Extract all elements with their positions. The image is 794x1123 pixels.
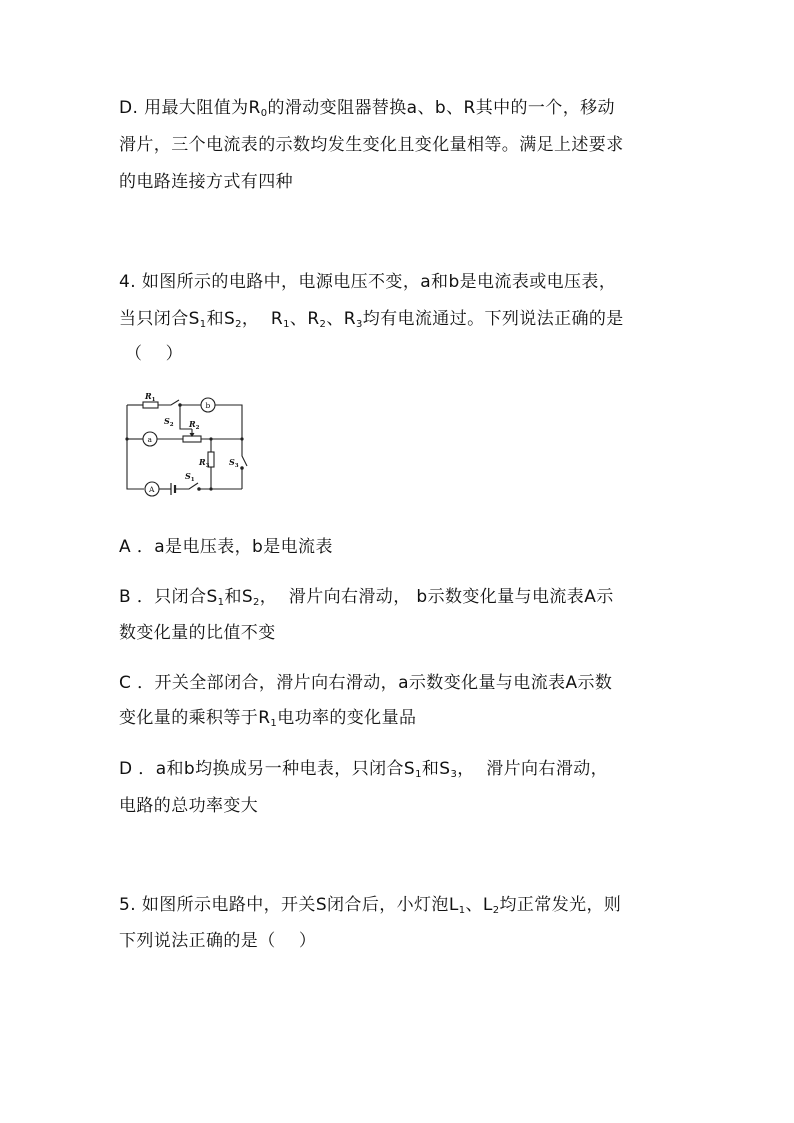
q4-option-c-line-1: C ．开关全部闭合，滑片向右滑动，a示数变化量与电流表A示数	[119, 673, 613, 693]
text: D ．a和b均换成另一种电表，只闭合S	[119, 759, 416, 779]
subscript: 0	[260, 108, 268, 119]
text: 、L	[465, 895, 493, 915]
r2-label: $R_2$	[189, 419, 200, 431]
text: 变化量的乘积等于R	[119, 708, 271, 728]
text: 当只闭合S	[119, 309, 200, 329]
subscript: 1	[270, 718, 278, 729]
q3-option-d-line-3: 的电路连接方式有四种	[119, 172, 293, 192]
subscript: 1	[283, 319, 290, 330]
s2-label: $S_2$	[164, 416, 174, 428]
q4-answer-blank: （ ）	[125, 344, 184, 364]
q4-stem-line-1: 4. 如图所示的电路中，电源电压不变，a和b是电流表或电压表，	[119, 272, 617, 292]
q4-option-c-line-2	[119, 706, 416, 730]
q4-option-b-line-2: 数变化量的比值不变	[119, 623, 276, 643]
subscript: 2	[235, 319, 242, 330]
q3-option-d-line-1	[119, 96, 615, 120]
s1-label: $S_1$	[185, 471, 195, 483]
subscript: 1	[458, 905, 466, 916]
text: 的滑动变阻器替换a、b、R其中的一个，移动	[267, 98, 615, 118]
s3-label: $S_3$	[229, 457, 239, 469]
text: 、R	[326, 309, 356, 329]
text: 和S	[421, 759, 451, 779]
text: ， 滑片向右滑动， b示数变化量与电流表A示	[259, 587, 614, 607]
q5-stem-line-1	[119, 893, 621, 917]
subscript: 3	[450, 769, 458, 780]
text: 5. 如图所示电路中，开关S闭合后，小灯泡L	[119, 895, 459, 915]
q5-stem-line-2: 下列说法正确的是（ ）	[119, 931, 317, 951]
ammeter-label: A	[149, 485, 155, 494]
text: 电功率的变化量品	[277, 708, 417, 728]
q3-option-d-line-2: 滑片，三个电流表的示数均发生变化且变化量相等。满足上述要求	[119, 135, 624, 155]
r1-label: $R_1$	[145, 391, 156, 403]
subscript: 1	[415, 769, 422, 780]
subscript: 2	[492, 905, 500, 916]
meter-a-label: a	[147, 435, 152, 444]
q4-stem-line-2	[119, 307, 624, 331]
text: B ．只闭合S	[119, 587, 218, 607]
subscript: 3	[355, 319, 363, 330]
text: 、R	[289, 309, 320, 329]
text: 均正常发光，则	[499, 895, 622, 915]
subscript: 2	[253, 597, 260, 608]
text: 均有电流通过。下列说法正确的是	[362, 309, 624, 329]
q4-option-d-line-2: 电路的总功率变大	[119, 796, 259, 816]
text: 和S	[206, 309, 236, 329]
r3-label: $R_3$	[199, 457, 210, 469]
text: 和S	[224, 587, 254, 607]
circuit-diagram	[121, 388, 259, 502]
text: ， R	[241, 309, 284, 329]
text: ， 滑片向右滑动，	[457, 759, 609, 779]
q4-option-b-line-1	[119, 585, 614, 609]
subscript: 1	[199, 319, 207, 330]
text: D. 用最大阻值为R	[119, 98, 261, 118]
q4-option-d-line-1	[119, 757, 608, 781]
meter-b-label: b	[205, 401, 211, 410]
q4-option-a: A ．a是电压表，b是电流表	[119, 537, 333, 557]
subscript: 1	[217, 597, 225, 608]
subscript: 2	[319, 319, 327, 330]
r1-resistor	[143, 402, 158, 408]
